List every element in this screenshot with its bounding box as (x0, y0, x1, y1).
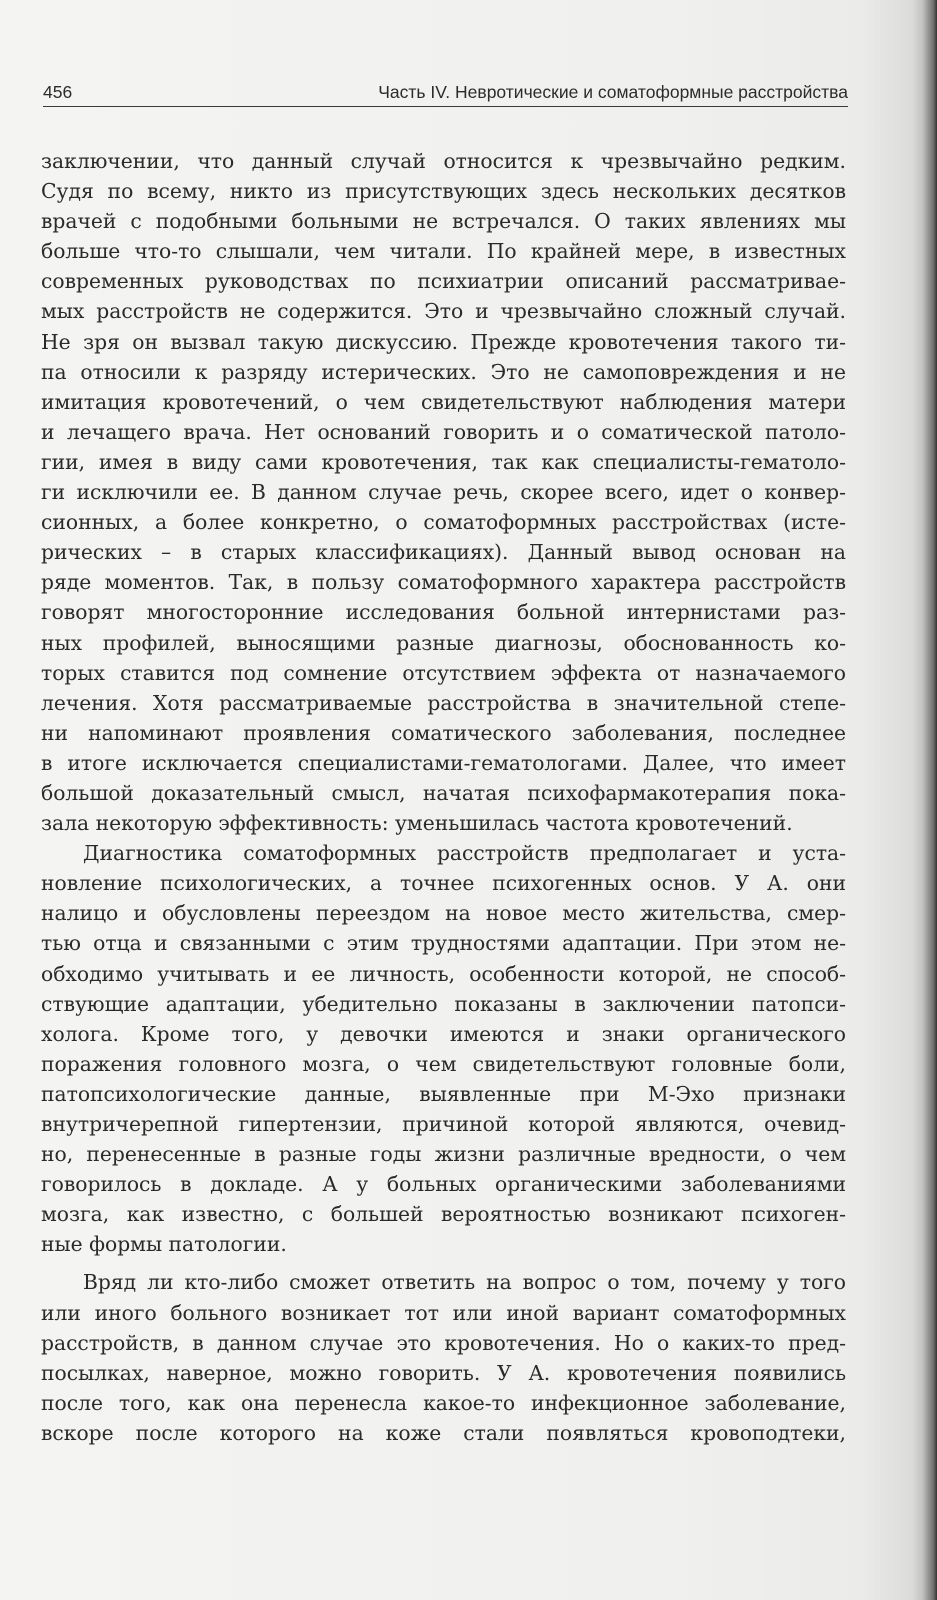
text-line: ные формы патологии. (41, 1232, 287, 1257)
text-line: расстройств, в данном случае это кровотечения. Но о каких-то пред- (41, 1330, 846, 1355)
text-line: зала некоторую эффективность: уменьшилась частота кровотечений. (41, 811, 793, 836)
text-line: налицо и обусловлены переездом на новое место жительства, смер- (41, 901, 846, 926)
running-title: Часть IV. Невротические и соматоформные расстройства (378, 82, 848, 102)
text-line: внутричерепной гипертензии, причиной которой являются, очевид- (41, 1112, 846, 1136)
text-line: патопсихологические данные, выявленные при М-Эхо признаки (41, 1081, 846, 1106)
text-line: ных профилей, выносящими разные диагнозы, обоснованность ко- (41, 630, 846, 655)
paragraph-2 (41, 838, 846, 1259)
text-line: торых ставится под сомнение отсутствием эффекта от назначаемого (41, 660, 846, 685)
text-line: па относили к разряду истерических. Это не самоповреждения и не (41, 359, 846, 384)
text-line: рических – в старых классификациях). Данный вывод основан на (41, 540, 846, 565)
text-line: Не зря он вызвал такую дискуссию. Прежде кровотечения такого ти- (41, 329, 846, 354)
text-line: современных руководствах по психиатрии описаний рассматривае- (41, 269, 846, 294)
text-line: ствующие адаптации, убедительно показаны в заключении патопси- (41, 991, 846, 1016)
text-line: поражения головного мозга, о чем свидетельствуют головные боли, (41, 1051, 846, 1076)
body-text (41, 146, 846, 1448)
text-line: холога. Кроме того, у девочки имеются и знаки органического (41, 1021, 846, 1046)
text-line: мозга, как известно, с большей вероятностью возникают психоген- (41, 1202, 846, 1227)
text-line: в итоге исключается специалистами-гематологами. Далее, что имеет (41, 750, 846, 775)
text-line: больше что-то слышали, чем читали. По крайней мере, в известных (41, 239, 846, 264)
text-line: ряде моментов. Так, в пользу соматоформного характера расстройств (41, 570, 846, 595)
text-line: имитация кровотечений, о чем свидетельствуют наблюдения матери (41, 389, 846, 414)
text-line: гии, имея в виду сами кровотечения, так как специалисты-гематоло- (41, 449, 846, 474)
text-line: сионных, а более конкретно, о соматоформных расстройствах (исте- (41, 510, 846, 535)
text-line: посылках, наверное, можно говорить. У А. кровотечения появились (41, 1360, 846, 1385)
page-number: 456 (43, 82, 73, 102)
text-line: говорят многосторонние исследования больной интернистами раз- (41, 600, 846, 625)
text-line: или иного больного возникает тот или иной вариант соматоформных (41, 1300, 846, 1325)
page-header (43, 80, 848, 107)
paragraph-3 (41, 1267, 846, 1448)
text-line: но, перенесенные в разные годы жизни различные вредности, о чем (41, 1142, 846, 1167)
text-line: ги исключили ее. В данном случае речь, скорее всего, идет о конвер- (41, 480, 846, 505)
text-line: обходимо учитывать и ее личность, особенности которой, не способ- (41, 961, 846, 986)
page-edge-shadow (913, 0, 937, 1600)
text-line: после того, как она перенесла какое-то инфекционное заболевание, (41, 1390, 846, 1415)
text-line: тью отца и связанными с этим трудностями адаптации. При этом не- (41, 931, 846, 956)
paragraph-spacer (41, 1259, 846, 1267)
text-line: Судя по всему, никто из присутствующих здесь нескольких десятков (41, 179, 846, 204)
text-line: и лечащего врача. Нет оснований говорить и о соматической патоло- (41, 419, 846, 444)
text-line: врачей с подобными больными не встречался. О таких явлениях мы (41, 209, 846, 234)
text-line: новление психологических, а точнее психогенных основ. У А. они (41, 871, 846, 896)
text-line: большой доказательный смысл, начатая психофармакотерапия пока- (41, 780, 846, 805)
text-line: Вряд ли кто-либо сможет ответить на вопрос о том, почему у того (83, 1270, 846, 1295)
text-line: говорилось в докладе. А у больных органическими заболеваниями (41, 1172, 846, 1197)
text-line: заключении, что данный случай относится к чрезвычайно редким. (41, 149, 846, 173)
text-line: Диагностика соматоформных расстройств предполагает и уста- (83, 841, 846, 866)
text-line: вскоре после которого на коже стали появляться кровоподтеки, (41, 1420, 846, 1445)
paragraph-1 (41, 146, 846, 838)
text-line: ни напоминают проявления соматического заболевания, последнее (41, 720, 846, 745)
text-line: мых расстройств не содержится. Это и чрезвычайно сложный случай. (41, 299, 846, 324)
text-line: лечения. Хотя рассматриваемые расстройства в значительной степе- (41, 690, 846, 715)
